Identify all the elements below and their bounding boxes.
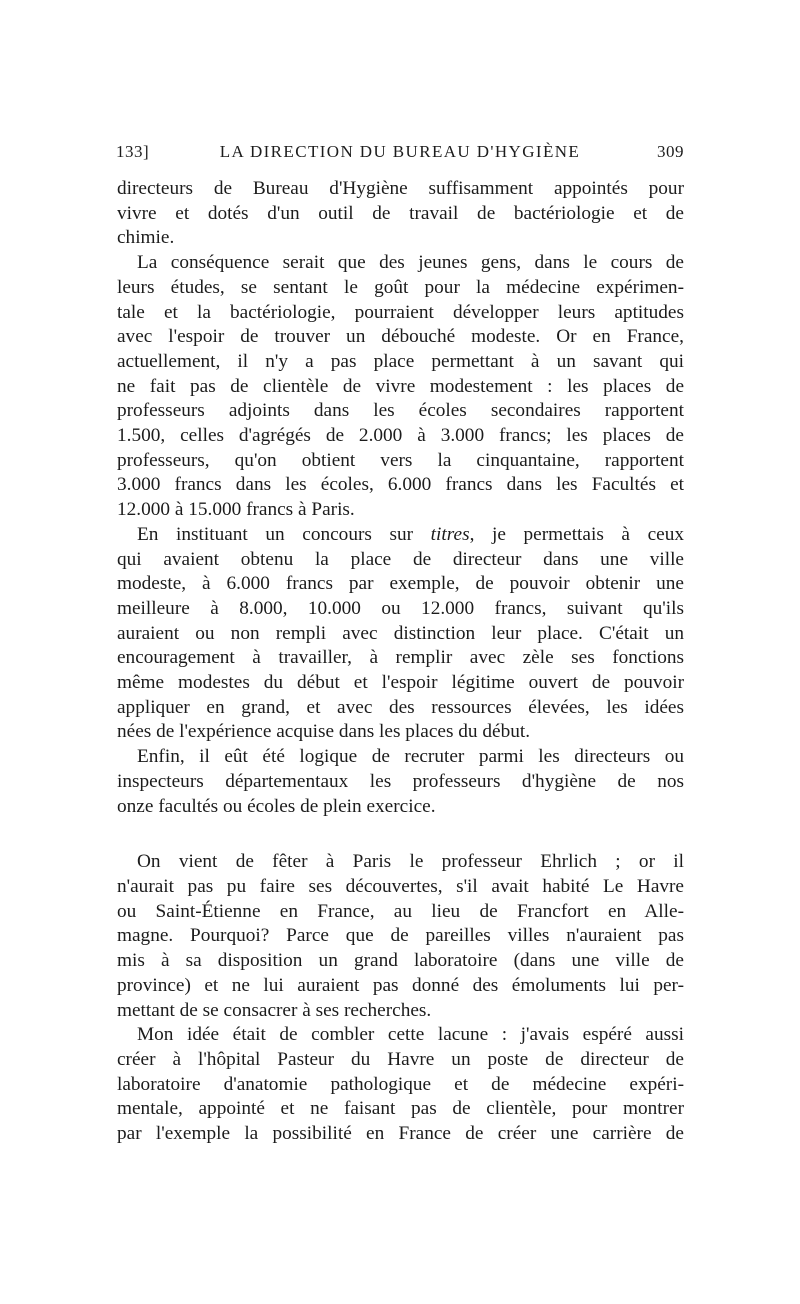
paragraph-1 [117,177,684,251]
text-line: laboratoire d'anatomie pathologique et de médecine expéri- [117,1073,684,1095]
italic-word: titres [430,523,470,545]
text-fragment: , je permettais à ceux [469,523,684,545]
text-line: n'aurait pas pu faire ses découvertes, s'il avait habité Le Havre [117,875,684,897]
text-line: encouragement à travailler, à remplir avec zèle ses fonctions [117,647,684,669]
page-number: 309 [657,142,684,161]
text-line: On vient de fêter à Paris le professeur Ehrlich ; or il [137,851,684,873]
text-line: mis à sa disposition un grand laboratoire (dans une ville de [117,950,684,972]
text-line: directeurs de Bureau d'Hygiène suffisamment appointés pour [117,178,684,199]
text-line: créer à l'hôpital Pasteur du Havre un poste de directeur de [117,1048,684,1070]
text-line: ne fait pas de clientèle de vivre modestement : les places de [117,375,684,397]
text-line: 1.500, celles d'agrégés de 2.000 à 3.000 francs; les places de [117,425,684,447]
text-line: qui avaient obtenu la place de directeur dans une ville [117,548,684,570]
text-line: inspecteurs départementaux les professeurs d'hygiène de nos [117,770,684,792]
text-line: Mon idée était de combler cette lacune : j'avais espéré aussi [137,1024,684,1046]
paragraph-2 [117,251,684,523]
text-line: actuellement, il n'y a pas place permettant à un savant qui [117,350,684,372]
text-line: onze facultés ou écoles de plein exercice. [117,795,436,817]
text-line: province) et ne lui auraient pas donné des émoluments lui per- [117,974,684,996]
paragraph-6 [117,1023,684,1147]
paragraph-5 [117,850,684,1023]
running-title: LA DIRECTION DU BUREAU D'HYGIÈNE [219,142,581,161]
text-line: avec l'espoir de trouver un débouché modeste. Or en France, [117,326,684,348]
page-body [117,177,684,1147]
text-line: même modestes du début et l'espoir légitime ouvert de pouvoir [117,672,684,694]
text-line: 12.000 à 15.000 francs à Paris. [117,499,355,521]
paragraph-3 [117,523,684,745]
text-line: tale et la bactériologie, pourraient développer leurs aptitudes [117,301,684,323]
text-line: nées de l'expérience acquise dans les places du début. [117,721,531,743]
text-line: auraient ou non rempli avec distinction leur place. C'était un [117,622,684,644]
text-line: modeste, à 6.000 francs par exemple, de pouvoir obtenir une [117,573,684,595]
text-line: par l'exemple la possibilité en France de créer une carrière de [117,1123,684,1145]
text-line: leurs études, se sentant le goût pour la médecine expérimen- [117,276,684,298]
text-line [117,523,684,548]
text-line: professeurs, qu'on obtient vers la cinquantaine, rapportent [117,449,684,471]
text-line: appliquer en grand, et avec des ressources élevées, les idées [117,696,684,718]
text-line: mentale, appointé et ne faisant pas de clientèle, pour montrer [117,1098,684,1120]
text-line: Enfin, il eût été logique de recruter parmi les directeurs ou [137,746,684,768]
text-line: professeurs adjoints dans les écoles secondaires rapportent [117,400,684,422]
section-number: 133] [116,142,150,161]
text-line: magne. Pourquoi? Parce que de pareilles villes n'auraient pas [117,925,684,947]
section-gap [117,819,684,850]
text-line: 3.000 francs dans les écoles, 6.000 francs dans les Facultés et [117,474,684,496]
paragraph-4 [117,745,684,819]
text-line: chimie. [117,227,175,249]
running-header [116,142,684,168]
text-line: meilleure à 8.000, 10.000 ou 12.000 francs, suivant qu'ils [117,597,684,619]
text-line: ou Saint-Étienne en France, au lieu de Francfort en Alle- [117,900,684,922]
text-line: vivre et dotés d'un outil de travail de bactériologie et de [117,202,684,224]
text-fragment: En instituant un concours sur [137,523,431,545]
text-line: La conséquence serait que des jeunes gens, dans le cours de [137,252,684,274]
text-line: mettant de se consacrer à ses recherches. [117,999,432,1021]
